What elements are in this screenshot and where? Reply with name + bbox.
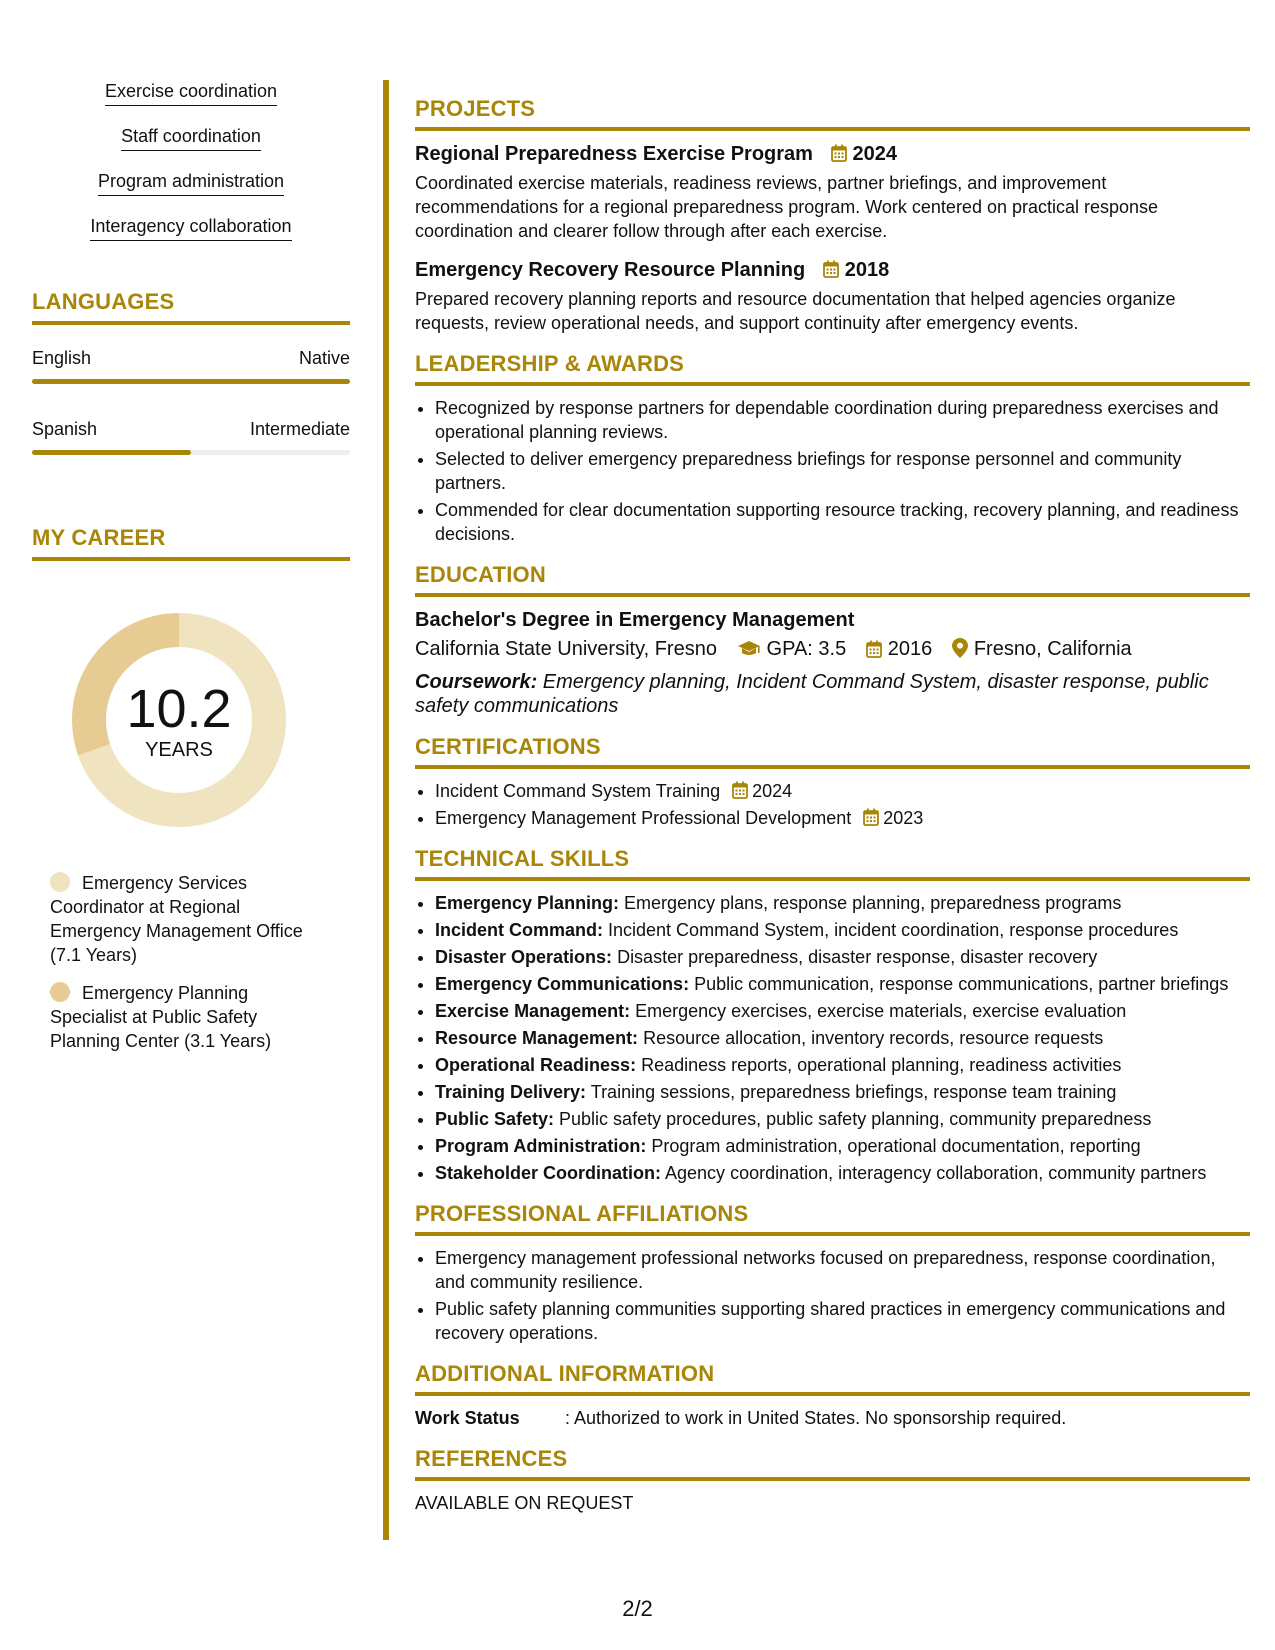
calendar-icon — [732, 781, 748, 799]
skill-category: Public Safety: — [435, 1109, 555, 1129]
certification-item — [435, 806, 1250, 830]
language-item — [32, 347, 350, 384]
skill-values: Emergency plans, response planning, preparedness programs — [619, 893, 1122, 913]
career-donut-chart — [66, 607, 292, 833]
skill-values: Public safety procedures, public safety planning, community preparedness — [554, 1109, 1152, 1129]
language-item — [32, 418, 350, 455]
career-legend-item — [50, 871, 320, 967]
skill-values: Program administration, operational documentation, reporting — [646, 1136, 1141, 1156]
skill-item — [435, 972, 1250, 996]
work-status-value: : Authorized to work in United States. No sponsorship required. — [565, 1408, 1067, 1428]
project-description: Prepared recovery planning reports and resource documentation that helped agencies organize requests, review operational needs, and support continuity after emergency events. — [415, 289, 1176, 333]
technical-skills-list — [415, 891, 1250, 1185]
work-status-label: Work Status — [415, 1408, 520, 1428]
graduation-cap-icon — [737, 638, 761, 666]
calendar-icon — [863, 808, 879, 826]
skill-values: Agency coordination, interagency collaboration, community partners — [661, 1163, 1207, 1183]
soft-skills-list — [32, 80, 350, 241]
skill-item — [32, 170, 350, 196]
skill-category: Stakeholder Coordination: — [435, 1163, 662, 1183]
project-title: Emergency Recovery Resource Planning — [415, 259, 806, 281]
language-bar — [32, 379, 350, 384]
skill-item — [435, 1107, 1250, 1131]
language-name: English — [32, 348, 92, 368]
certification-name: Emergency Management Professional Development — [435, 808, 852, 828]
technical-skills-heading: TECHNICAL SKILLS — [415, 846, 1250, 881]
skill-values: Emergency exercises, exercise materials, exercise evaluation — [630, 1001, 1127, 1021]
skill-category: Disaster Operations: — [435, 947, 613, 967]
graduation-year: 2016 — [887, 638, 933, 660]
skill-category: Emergency Communications: — [435, 974, 690, 994]
location-pin-icon — [952, 638, 968, 666]
skill-label: Exercise coordination — [105, 80, 277, 106]
career-years-label: YEARS — [145, 739, 213, 761]
additional-info-section — [415, 1361, 1250, 1430]
skill-item — [435, 1026, 1250, 1050]
language-level: Native — [298, 348, 350, 368]
project-title-row — [415, 257, 1250, 283]
references-text: AVAILABLE ON REQUEST — [415, 1493, 634, 1513]
project-date: 2024 — [852, 143, 898, 165]
language-bar-fill — [32, 379, 350, 384]
skill-item — [435, 891, 1250, 915]
skill-values: Incident Command System, incident coordination, response procedures — [603, 920, 1179, 940]
projects-section — [415, 96, 1250, 335]
list-item: • Commended for clear documentation supporting resource tracking, recovery planning, and readiness decisions. — [435, 498, 1250, 546]
skill-item — [435, 945, 1250, 969]
coursework-text: Emergency planning, Incident Command System, disaster response, public safety communications — [415, 671, 1209, 717]
language-name: Spanish — [32, 419, 98, 439]
calendar-icon — [823, 259, 839, 277]
certifications-heading: CERTIFICATIONS — [415, 734, 1250, 769]
leadership-section — [415, 351, 1250, 546]
legend-dot — [50, 872, 70, 892]
legend-dot — [50, 982, 70, 1002]
skill-values: Resource allocation, inventory records, resource requests — [638, 1028, 1104, 1048]
skill-item — [435, 1053, 1250, 1077]
skill-item — [435, 918, 1250, 942]
skill-item — [32, 125, 350, 151]
skill-values: Public communication, response communications, partner briefings — [689, 974, 1229, 994]
school-name: California State University, Fresno — [415, 638, 717, 660]
skill-values: Readiness reports, operational planning, readiness activities — [636, 1055, 1122, 1075]
projects-heading: PROJECTS — [415, 96, 1250, 131]
certifications-section — [415, 734, 1250, 830]
list-item: • Emergency management professional networks focused on preparedness, response coordination, and community resilience. — [435, 1246, 1250, 1294]
skill-item — [32, 215, 350, 241]
project-description: Coordinated exercise materials, readiness reviews, partner briefings, and improvement recommendations for a regional preparedness program. Work centered on practical response coordination and clearer follow through after each exercise. — [415, 173, 1159, 241]
skill-item — [435, 1134, 1250, 1158]
right-column — [415, 96, 1250, 1531]
additional-info-heading: ADDITIONAL INFORMATION — [415, 1361, 1250, 1396]
references-section — [415, 1446, 1250, 1515]
education-section — [415, 562, 1250, 718]
certification-date: 2023 — [883, 808, 924, 828]
calendar-icon — [866, 638, 882, 656]
career-total-years: 10.2 — [126, 679, 232, 739]
career-entry: Emergency Planning Specialist at Public Safety Planning Center (3.1 Years) — [50, 983, 272, 1051]
school-location: Fresno, California — [973, 638, 1132, 660]
list-item: • Selected to deliver emergency preparedness briefings for response personnel and community partners. — [435, 447, 1250, 495]
skill-category: Resource Management: — [435, 1028, 639, 1048]
languages-section — [32, 289, 350, 455]
career-heading: MY CAREER — [32, 525, 350, 561]
language-bar-fill — [32, 450, 191, 455]
list-item: • Public safety planning communities supporting shared practices in emergency communications and recovery operations. — [435, 1297, 1250, 1345]
affiliations-heading: PROFESSIONAL AFFILIATIONS — [415, 1201, 1250, 1236]
skill-item — [32, 80, 350, 106]
work-status-row — [415, 1406, 1250, 1430]
affiliations-section — [415, 1201, 1250, 1345]
skill-label: Program administration — [98, 170, 284, 196]
skill-item — [435, 999, 1250, 1023]
calendar-icon — [831, 143, 847, 161]
skill-category: Exercise Management: — [435, 1001, 631, 1021]
skill-values: Training sessions, preparedness briefings, response team training — [586, 1082, 1117, 1102]
skill-category: Training Delivery: — [435, 1082, 587, 1102]
education-details — [415, 635, 1250, 666]
technical-skills-section — [415, 846, 1250, 1185]
page-number: 2/2 — [622, 1596, 653, 1621]
certification-date: 2024 — [752, 781, 793, 801]
left-column — [32, 80, 350, 1067]
skill-item — [435, 1080, 1250, 1104]
skill-item — [435, 1161, 1250, 1185]
skill-values: Disaster preparedness, disaster response, disaster recovery — [612, 947, 1098, 967]
coursework — [415, 670, 1250, 718]
leadership-heading: LEADERSHIP & AWARDS — [415, 351, 1250, 386]
skill-category: Emergency Planning: — [435, 893, 620, 913]
skill-label: Interagency collaboration — [90, 215, 291, 241]
project-date: 2018 — [844, 259, 890, 281]
career-legend-item — [50, 981, 320, 1053]
skill-category: Incident Command: — [435, 920, 604, 940]
certification-name: Incident Command System Training — [435, 781, 721, 801]
skill-label: Staff coordination — [121, 125, 261, 151]
degree-title: Bachelor's Degree in Emergency Management — [415, 609, 855, 631]
skill-category: Program Administration: — [435, 1136, 647, 1156]
language-level: Intermediate — [249, 419, 350, 439]
language-bar — [32, 450, 350, 455]
certifications-list — [415, 779, 1250, 830]
gpa: GPA: 3.5 — [766, 638, 847, 660]
affiliations-list — [415, 1246, 1250, 1345]
career-legend — [32, 871, 350, 1053]
list-item: • Recognized by response partners for dependable coordination during preparedness exercises and operational planning reviews. — [435, 396, 1250, 444]
skill-category: Operational Readiness: — [435, 1055, 637, 1075]
languages-heading: LANGUAGES — [32, 289, 350, 325]
career-section — [32, 525, 350, 1053]
career-entry: Emergency Services Coordinator at Regional Emergency Management Office (7.1 Years) — [50, 873, 303, 965]
education-heading: EDUCATION — [415, 562, 1250, 597]
coursework-label: Coursework: — [415, 671, 538, 693]
references-heading: REFERENCES — [415, 1446, 1250, 1481]
column-divider — [383, 80, 389, 1540]
project-title-row — [415, 141, 1250, 167]
project-title: Regional Preparedness Exercise Program — [415, 143, 813, 165]
certification-item — [435, 779, 1250, 803]
leadership-list — [415, 396, 1250, 546]
